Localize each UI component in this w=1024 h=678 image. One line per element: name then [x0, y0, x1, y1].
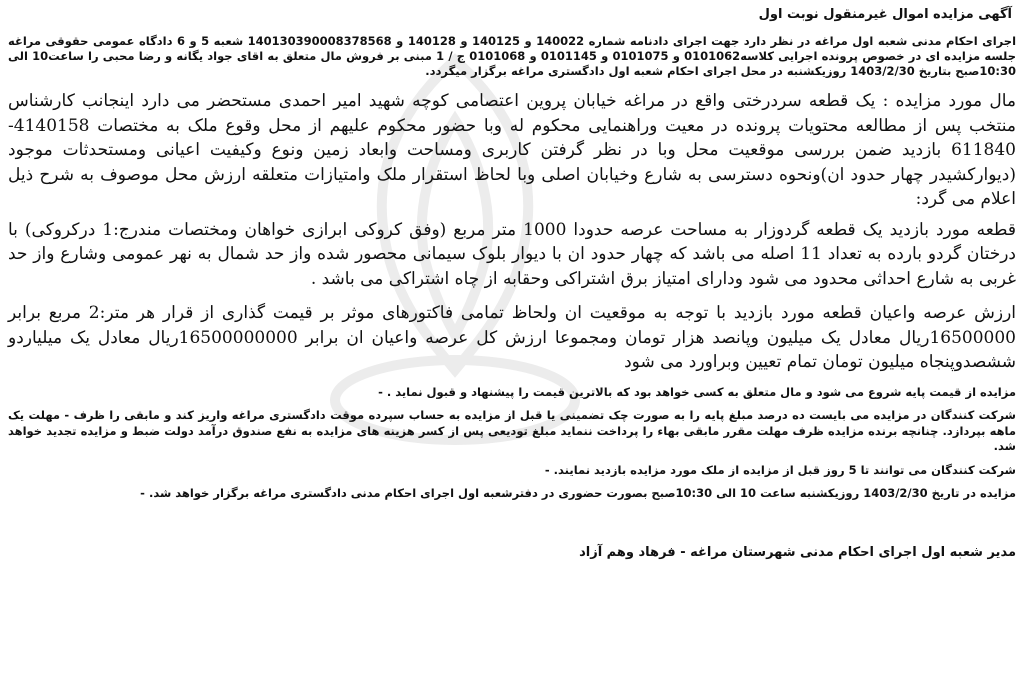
property-valuation: ارزش عرصه واعیان قطعه مورد بازدید با توجه به موقعیت ان ولحاظ تمامی فاکتورهای موثر بر قیمت گذاری از قرار هر متر:2 مربع برابر 16500000ریال معادل یک میلیون وپانصد هزار تومان ومجموعا ارزش کل عرصه واعیان ان برابر 16500000000ریال معادل یک میلیاردو ششصدوپنجاه میلیون تومان تمام تعیین وبراورد می شود: [8, 303, 1016, 372]
base-price-note: مزایده از قیمت پایه شروع می شود و مال متعلق به کسی خواهد بود که بالاترین قیمت را پیشنهاد و قبول نماید . -: [378, 384, 1016, 399]
notice-intro: اجرای احکام مدنی شعبه اول مراغه در نظر دارد جهت اجرای دادنامه شماره 140022 و 140125 و 140128 و 140130390008378568 شعبه 5 و 6 دادگاه عمومی حقوقی مراغه جلسه مزایده ای در خصوص پرونده اجرایی کلاسه0101062 و 0101075 و 0101145 و 0101068 ج / 1 مبنی بر فروش مال متعلق به اقای جواد یگانه و رضا محبی را ساعت10 الی 10:30صبح بتاریخ 1403/2/30 روزیکشنبه در محل اجرای احکام شعبه اول دادگستری مراغه برگزار میگردد.: [8, 34, 1017, 78]
property-details: قطعه مورد بازدید یک قطعه گردوزار به مساحت عرصه حدودا 1000 متر مربع (وفق کروکی ابرازی خواهان ومختصات مندرج:1 درکروکی) با درختان گردو بارده به تعداد 11 اصله می باشد که چهار حدود ان با دیوار بلوک سیمانی محصور شده واز حد شمال به نهر عمومی وشارع واز حد غربی به شارع احداثی محدود می شود ودارای امتیاز برق اشتراکی وحقابه از چاه اشتراکی می باشد .: [8, 219, 1016, 289]
deposit-note: شرکت کنندگان در مزایده می بایست ده درصد مبلغ پایه را به صورت چک تضمینی یا قبل از مزایده به حساب سپرده موقت دادگستری مراغه واریز کند و مابقی را ظرف - مهلت یک ماهه بپردازد. چنانچه برنده مزایده ظرف مهلت مقرر مابقی بهاء را پرداخت ننماید مبلغ تودیعی پس از کسر هزینه های مزایده به نفع صندوق درآمد دولت ضبط و مزایده تجدید خواهد شد.: [8, 408, 1016, 453]
notice-title: آگهی مزایده اموال غیرمنقول نوبت اول: [758, 7, 1012, 22]
visit-note: شرکت کنندگان می توانند تا 5 روز قبل از مزایده از ملک مورد مزایده بازدید نمایند. -: [544, 462, 1016, 477]
signature-line: مدیر شعبه اول اجرای احکام مدنی شهرستان مراغه - فرهاد وهم آزاد: [579, 544, 1016, 560]
schedule-note: مزایده در تاریخ 1403/2/30 روزیکشنبه ساعت 10 الی 10:30صبح بصورت حضوری در دفترشعبه اول اجرای احکام مدنی دادگستری مراغه برگزار خواهد شد. -: [140, 486, 1016, 500]
property-description: مال مورد مزایده : یک قطعه سردرختی واقع در مراغه خیابان پروین اعتصامی کوچه شهید امیر احمدی مستحضر می دارد اینجانب کارشناس منتخب پس از مطالعه محتویات پرونده در معیت وراهنمایی محکوم له وبا حضور محکوم علیهم از محل وقوع ملک به مختصات 4140158-611840 بازدید ضمن بررسی موقعیت محل وبا در نظر گرفتن کاربری ومساحت وابعاد زمین ونوع وکیفیت اعیانی ومستحدثات موجود (دیوارکشیدر چهار حدود ان)ونحوه دسترسی به شارع وخیابان اصلی وبا لحاظ استقرار ملک وامتیازات متعلقه ارزش محل موصوف به شرح ذیل اعلام می گرد:: [8, 91, 1016, 209]
